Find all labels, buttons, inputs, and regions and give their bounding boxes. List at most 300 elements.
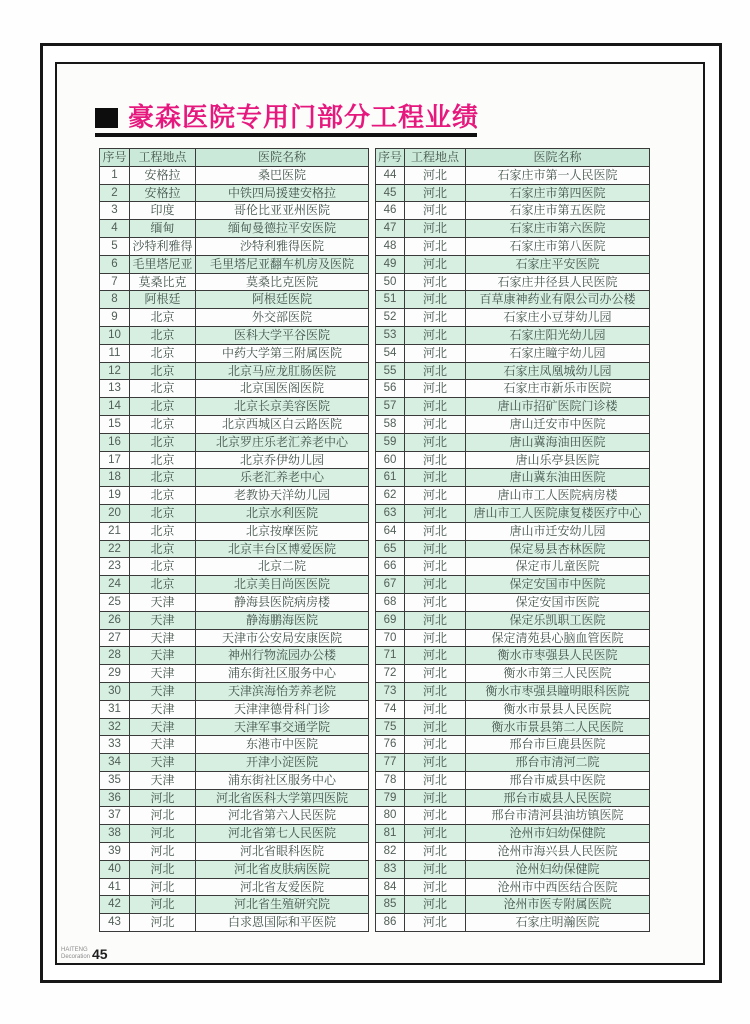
cell-project-location: 北京 <box>130 344 196 362</box>
cell-hospital-name: 邢台市清河县油坊镇医院 <box>466 807 650 825</box>
cell-seq-number: 22 <box>100 540 130 558</box>
cell-project-location: 河北 <box>405 184 466 202</box>
table-row <box>100 398 369 416</box>
cell-hospital-name: 北京二院 <box>196 558 369 576</box>
cell-seq-number: 38 <box>100 825 130 843</box>
column-header: 序号 <box>376 149 405 167</box>
cell-hospital-name: 衡水市枣强县瞳明眼科医院 <box>466 682 650 700</box>
cell-hospital-name: 石家庄市新乐市医院 <box>466 380 650 398</box>
table-row <box>376 860 650 878</box>
cell-hospital-name: 唐山冀东油田医院 <box>466 469 650 487</box>
cell-hospital-name: 河北省友爱医院 <box>196 878 369 896</box>
table-row <box>100 326 369 344</box>
cell-hospital-name: 唐山迁安市中医院 <box>466 415 650 433</box>
table-row <box>100 273 369 291</box>
cell-hospital-name: 沧州市妇幼保健院 <box>466 825 650 843</box>
cell-hospital-name: 沧州市海兴县人民医院 <box>466 843 650 861</box>
table-row <box>100 878 369 896</box>
cell-seq-number: 82 <box>376 843 405 861</box>
cell-project-location: 北京 <box>130 487 196 505</box>
table-row <box>376 451 650 469</box>
table-row <box>376 309 650 327</box>
cell-project-location: 河北 <box>130 914 196 932</box>
table-row <box>100 415 369 433</box>
cell-project-location: 河北 <box>405 611 466 629</box>
cell-project-location: 河北 <box>405 255 466 273</box>
cell-project-location: 河北 <box>405 433 466 451</box>
cell-seq-number: 86 <box>376 914 405 932</box>
table-row <box>100 362 369 380</box>
table-row <box>376 273 650 291</box>
cell-seq-number: 85 <box>376 896 405 914</box>
table-row <box>376 825 650 843</box>
cell-hospital-name: 石家庄明瀚医院 <box>466 914 650 932</box>
cell-seq-number: 40 <box>100 860 130 878</box>
cell-project-location: 河北 <box>405 736 466 754</box>
cell-hospital-name: 北京长京美容医院 <box>196 398 369 416</box>
cell-project-location: 河北 <box>405 540 466 558</box>
cell-project-location: 北京 <box>130 504 196 522</box>
cell-project-location: 河北 <box>405 825 466 843</box>
cell-seq-number: 44 <box>376 166 405 184</box>
cell-project-location: 北京 <box>130 398 196 416</box>
table-row <box>100 825 369 843</box>
cell-hospital-name: 天津军事交通学院 <box>196 718 369 736</box>
table-row <box>376 718 650 736</box>
brand-logo <box>61 947 90 961</box>
cell-hospital-name: 北京马应龙肛肠医院 <box>196 362 369 380</box>
cell-project-location: 河北 <box>405 878 466 896</box>
cell-project-location: 河北 <box>405 469 466 487</box>
projects-table-left <box>99 148 369 932</box>
cell-hospital-name: 沙特利雅得医院 <box>196 237 369 255</box>
cell-seq-number: 37 <box>100 807 130 825</box>
cell-hospital-name: 保定安国市中医院 <box>466 576 650 594</box>
cell-hospital-name: 沧州市中西医结合医院 <box>466 878 650 896</box>
brand-line1: HAITENG <box>61 947 88 954</box>
cell-seq-number: 83 <box>376 860 405 878</box>
cell-seq-number: 7 <box>100 273 130 291</box>
cell-project-location: 安格拉 <box>130 166 196 184</box>
cell-project-location: 河北 <box>405 771 466 789</box>
cell-hospital-name: 哥伦比亚亚州医院 <box>196 202 369 220</box>
cell-seq-number: 29 <box>100 665 130 683</box>
cell-project-location: 安格拉 <box>130 184 196 202</box>
cell-seq-number: 13 <box>100 380 130 398</box>
table-row <box>100 718 369 736</box>
cell-seq-number: 69 <box>376 611 405 629</box>
table-row <box>376 593 650 611</box>
table-row <box>100 682 369 700</box>
cell-project-location: 河北 <box>405 326 466 344</box>
cell-hospital-name: 沧州市医专附属医院 <box>466 896 650 914</box>
cell-seq-number: 1 <box>100 166 130 184</box>
cell-hospital-name: 唐山乐亭县医院 <box>466 451 650 469</box>
table-row <box>100 166 369 184</box>
table-row <box>100 237 369 255</box>
cell-project-location: 河北 <box>405 682 466 700</box>
table-row <box>100 665 369 683</box>
table-row <box>100 220 369 238</box>
cell-hospital-name: 桑巴医院 <box>196 166 369 184</box>
table-row <box>376 522 650 540</box>
cell-project-location: 河北 <box>405 487 466 505</box>
cell-seq-number: 31 <box>100 700 130 718</box>
brand-line2: Decoration <box>61 954 91 961</box>
cell-project-location: 河北 <box>405 380 466 398</box>
cell-project-location: 北京 <box>130 433 196 451</box>
cell-project-location: 河北 <box>405 576 466 594</box>
cell-project-location: 河北 <box>405 860 466 878</box>
cell-project-location: 河北 <box>405 629 466 647</box>
table-row <box>100 860 369 878</box>
table-row <box>100 647 369 665</box>
cell-hospital-name: 莫桑比克医院 <box>196 273 369 291</box>
cell-seq-number: 46 <box>376 202 405 220</box>
cell-seq-number: 48 <box>376 237 405 255</box>
cell-project-location: 河北 <box>405 700 466 718</box>
cell-seq-number: 34 <box>100 754 130 772</box>
cell-hospital-name: 石家庄市第八医院 <box>466 237 650 255</box>
cell-seq-number: 10 <box>100 326 130 344</box>
cell-hospital-name: 百草康神药业有限公司办公楼 <box>466 291 650 309</box>
cell-project-location: 河北 <box>405 522 466 540</box>
cell-hospital-name: 保定易县杏林医院 <box>466 540 650 558</box>
cell-project-location: 天津 <box>130 700 196 718</box>
cell-seq-number: 77 <box>376 754 405 772</box>
cell-hospital-name: 唐山市工人医院康复楼医疗中心 <box>466 504 650 522</box>
table-row <box>376 504 650 522</box>
cell-hospital-name: 外交部医院 <box>196 309 369 327</box>
cell-project-location: 河北 <box>405 237 466 255</box>
cell-seq-number: 5 <box>100 237 130 255</box>
cell-hospital-name: 石家庄市第四医院 <box>466 184 650 202</box>
cell-seq-number: 42 <box>100 896 130 914</box>
cell-hospital-name: 保定清苑县心脑血管医院 <box>466 629 650 647</box>
cell-project-location: 天津 <box>130 647 196 665</box>
cell-hospital-name: 邢台市巨鹿县医院 <box>466 736 650 754</box>
cell-hospital-name: 唐山冀海油田医院 <box>466 433 650 451</box>
cell-project-location: 北京 <box>130 451 196 469</box>
cell-seq-number: 74 <box>376 700 405 718</box>
cell-seq-number: 57 <box>376 398 405 416</box>
cell-project-location: 河北 <box>405 166 466 184</box>
cell-hospital-name: 衡水市第三人民医院 <box>466 665 650 683</box>
cell-hospital-name: 北京乔伊幼儿园 <box>196 451 369 469</box>
table-row <box>100 736 369 754</box>
column-header: 工程地点 <box>405 149 466 167</box>
page-footer <box>61 947 108 961</box>
table-row <box>376 611 650 629</box>
cell-hospital-name: 石家庄市第一人民医院 <box>466 166 650 184</box>
cell-project-location: 北京 <box>130 309 196 327</box>
cell-hospital-name: 乐老汇养老中心 <box>196 469 369 487</box>
column-header: 医院名称 <box>196 149 369 167</box>
cell-seq-number: 19 <box>100 487 130 505</box>
table-row <box>376 576 650 594</box>
cell-project-location: 北京 <box>130 558 196 576</box>
cell-hospital-name: 东港市中医院 <box>196 736 369 754</box>
table-row <box>376 237 650 255</box>
cell-hospital-name: 邢台市威县人民医院 <box>466 789 650 807</box>
cell-seq-number: 47 <box>376 220 405 238</box>
cell-hospital-name: 北京水利医院 <box>196 504 369 522</box>
cell-project-location: 缅甸 <box>130 220 196 238</box>
cell-hospital-name: 衡水市景县第二人民医院 <box>466 718 650 736</box>
cell-seq-number: 39 <box>100 843 130 861</box>
column-header: 工程地点 <box>130 149 196 167</box>
cell-project-location: 河北 <box>130 878 196 896</box>
cell-project-location: 河北 <box>405 789 466 807</box>
cell-seq-number: 71 <box>376 647 405 665</box>
table-row <box>100 593 369 611</box>
cell-hospital-name: 开津小淀医院 <box>196 754 369 772</box>
cell-project-location: 天津 <box>130 718 196 736</box>
cell-project-location: 北京 <box>130 540 196 558</box>
cell-seq-number: 28 <box>100 647 130 665</box>
table-row <box>100 291 369 309</box>
table-row <box>100 914 369 932</box>
cell-hospital-name: 北京西城区白云路医院 <box>196 415 369 433</box>
cell-project-location: 河北 <box>405 344 466 362</box>
table-row <box>100 558 369 576</box>
cell-hospital-name: 北京按摩医院 <box>196 522 369 540</box>
cell-hospital-name: 天津市公安局安康医院 <box>196 629 369 647</box>
cell-hospital-name: 河北省医科大学第四医院 <box>196 789 369 807</box>
cell-hospital-name: 石家庄市第五医院 <box>466 202 650 220</box>
cell-hospital-name: 石家庄平安医院 <box>466 255 650 273</box>
cell-project-location: 河北 <box>405 202 466 220</box>
cell-hospital-name: 缅甸曼德拉平安医院 <box>196 220 369 238</box>
cell-project-location: 河北 <box>405 896 466 914</box>
cell-seq-number: 27 <box>100 629 130 647</box>
cell-hospital-name: 阿根廷医院 <box>196 291 369 309</box>
cell-project-location: 北京 <box>130 326 196 344</box>
page-number: 45 <box>92 946 108 962</box>
table-row <box>376 665 650 683</box>
cell-project-location: 天津 <box>130 736 196 754</box>
column-header: 医院名称 <box>466 149 650 167</box>
cell-hospital-name: 医科大学平谷医院 <box>196 326 369 344</box>
cell-hospital-name: 邢台市清河二院 <box>466 754 650 772</box>
cell-project-location: 阿根廷 <box>130 291 196 309</box>
cell-hospital-name: 天津津德骨科门诊 <box>196 700 369 718</box>
cell-hospital-name: 衡水市景县人民医院 <box>466 700 650 718</box>
cell-seq-number: 70 <box>376 629 405 647</box>
cell-project-location: 北京 <box>130 380 196 398</box>
cell-seq-number: 41 <box>100 878 130 896</box>
table-row <box>100 807 369 825</box>
cell-hospital-name: 浦东街社区服务中心 <box>196 771 369 789</box>
cell-seq-number: 9 <box>100 309 130 327</box>
cell-hospital-name: 北京罗庄乐老汇养老中心 <box>196 433 369 451</box>
cell-hospital-name: 唐山市迁安幼儿园 <box>466 522 650 540</box>
cell-project-location: 天津 <box>130 629 196 647</box>
cell-seq-number: 51 <box>376 291 405 309</box>
cell-seq-number: 76 <box>376 736 405 754</box>
cell-hospital-name: 保定安国市医院 <box>466 593 650 611</box>
table-row <box>376 914 650 932</box>
table-row <box>376 736 650 754</box>
cell-project-location: 河北 <box>405 647 466 665</box>
cell-project-location: 河北 <box>130 789 196 807</box>
table-row <box>376 629 650 647</box>
cell-project-location: 河北 <box>405 362 466 380</box>
table-row <box>100 629 369 647</box>
cell-seq-number: 78 <box>376 771 405 789</box>
cell-project-location: 天津 <box>130 611 196 629</box>
cell-hospital-name: 石家庄小豆芽幼儿园 <box>466 309 650 327</box>
cell-seq-number: 26 <box>100 611 130 629</box>
cell-seq-number: 49 <box>376 255 405 273</box>
cell-hospital-name: 老教协天洋幼儿园 <box>196 487 369 505</box>
table-row <box>100 487 369 505</box>
cell-seq-number: 52 <box>376 309 405 327</box>
cell-seq-number: 11 <box>100 344 130 362</box>
cell-seq-number: 58 <box>376 415 405 433</box>
table-row <box>376 398 650 416</box>
cell-project-location: 北京 <box>130 576 196 594</box>
cell-hospital-name: 中铁四局援建安格拉 <box>196 184 369 202</box>
cell-seq-number: 20 <box>100 504 130 522</box>
table-row <box>100 380 369 398</box>
table-row <box>376 255 650 273</box>
cell-seq-number: 17 <box>100 451 130 469</box>
cell-seq-number: 61 <box>376 469 405 487</box>
cell-project-location: 沙特利雅得 <box>130 237 196 255</box>
cell-seq-number: 50 <box>376 273 405 291</box>
cell-seq-number: 68 <box>376 593 405 611</box>
cell-hospital-name: 保定乐凯职工医院 <box>466 611 650 629</box>
table-row <box>100 540 369 558</box>
table-row <box>376 789 650 807</box>
table-row <box>100 789 369 807</box>
cell-project-location: 河北 <box>405 451 466 469</box>
table-row <box>376 647 650 665</box>
table-row <box>376 184 650 202</box>
cell-hospital-name: 石家庄井径县人民医院 <box>466 273 650 291</box>
cell-project-location: 河北 <box>405 273 466 291</box>
cell-hospital-name: 河北省第六人民医院 <box>196 807 369 825</box>
table-row <box>100 433 369 451</box>
inner-border-frame <box>55 62 705 965</box>
page-title: 豪森医院专用门部分工程业绩 <box>128 102 480 132</box>
cell-seq-number: 25 <box>100 593 130 611</box>
cell-seq-number: 60 <box>376 451 405 469</box>
cell-seq-number: 36 <box>100 789 130 807</box>
cell-seq-number: 14 <box>100 398 130 416</box>
cell-seq-number: 64 <box>376 522 405 540</box>
cell-seq-number: 63 <box>376 504 405 522</box>
cell-project-location: 河北 <box>405 220 466 238</box>
cell-project-location: 北京 <box>130 469 196 487</box>
cell-hospital-name: 唐山市招矿医院门诊楼 <box>466 398 650 416</box>
cell-project-location: 天津 <box>130 593 196 611</box>
table-row <box>100 771 369 789</box>
table-row <box>100 202 369 220</box>
column-header: 序号 <box>100 149 130 167</box>
cell-project-location: 河北 <box>130 807 196 825</box>
table-row <box>100 184 369 202</box>
cell-hospital-name: 天津滨海怡芳养老院 <box>196 682 369 700</box>
cell-project-location: 河北 <box>405 398 466 416</box>
cell-project-location: 河北 <box>405 504 466 522</box>
cell-project-location: 河北 <box>405 291 466 309</box>
cell-project-location: 河北 <box>130 843 196 861</box>
cell-seq-number: 73 <box>376 682 405 700</box>
cell-project-location: 河北 <box>405 807 466 825</box>
cell-hospital-name: 保定市儿童医院 <box>466 558 650 576</box>
cell-project-location: 河北 <box>405 558 466 576</box>
table-row <box>376 878 650 896</box>
table-row <box>100 843 369 861</box>
cell-hospital-name: 北京丰台区博爱医院 <box>196 540 369 558</box>
cell-hospital-name: 北京美目尚医医院 <box>196 576 369 594</box>
cell-project-location: 河北 <box>405 593 466 611</box>
cell-seq-number: 18 <box>100 469 130 487</box>
cell-hospital-name: 白求恩国际和平医院 <box>196 914 369 932</box>
cell-hospital-name: 静海鹏海医院 <box>196 611 369 629</box>
table-row <box>376 469 650 487</box>
cell-seq-number: 62 <box>376 487 405 505</box>
projects-table-right <box>375 148 650 932</box>
cell-seq-number: 3 <box>100 202 130 220</box>
header-row <box>376 149 650 167</box>
table-row <box>100 700 369 718</box>
table-row <box>376 220 650 238</box>
table-row <box>100 451 369 469</box>
cell-project-location: 天津 <box>130 771 196 789</box>
cell-project-location: 河北 <box>130 860 196 878</box>
cell-project-location: 河北 <box>405 415 466 433</box>
cell-seq-number: 59 <box>376 433 405 451</box>
cell-hospital-name: 中药大学第三附属医院 <box>196 344 369 362</box>
header-row <box>100 149 369 167</box>
table-row <box>376 326 650 344</box>
table-row <box>100 576 369 594</box>
table-row <box>376 415 650 433</box>
cell-seq-number: 43 <box>100 914 130 932</box>
title-bullet-square-icon <box>95 108 118 128</box>
table-row <box>376 896 650 914</box>
cell-hospital-name: 石家庄瞳宇幼儿园 <box>466 344 650 362</box>
outer-border-frame <box>40 43 722 983</box>
cell-hospital-name: 沧州妇幼保健院 <box>466 860 650 878</box>
table-row <box>376 807 650 825</box>
cell-hospital-name: 河北省眼科医院 <box>196 843 369 861</box>
table-row <box>100 522 369 540</box>
table-row <box>376 344 650 362</box>
cell-hospital-name: 石家庄阳光幼儿园 <box>466 326 650 344</box>
table-row <box>376 291 650 309</box>
cell-seq-number: 23 <box>100 558 130 576</box>
table-row <box>376 558 650 576</box>
cell-seq-number: 24 <box>100 576 130 594</box>
cell-hospital-name: 北京国医阁医院 <box>196 380 369 398</box>
table-row <box>100 504 369 522</box>
page-title-block <box>95 102 480 137</box>
cell-seq-number: 30 <box>100 682 130 700</box>
cell-hospital-name: 河北省第七人民医院 <box>196 825 369 843</box>
cell-seq-number: 2 <box>100 184 130 202</box>
cell-seq-number: 75 <box>376 718 405 736</box>
cell-seq-number: 54 <box>376 344 405 362</box>
cell-seq-number: 66 <box>376 558 405 576</box>
cell-seq-number: 4 <box>100 220 130 238</box>
cell-seq-number: 45 <box>376 184 405 202</box>
cell-seq-number: 53 <box>376 326 405 344</box>
cell-project-location: 天津 <box>130 682 196 700</box>
